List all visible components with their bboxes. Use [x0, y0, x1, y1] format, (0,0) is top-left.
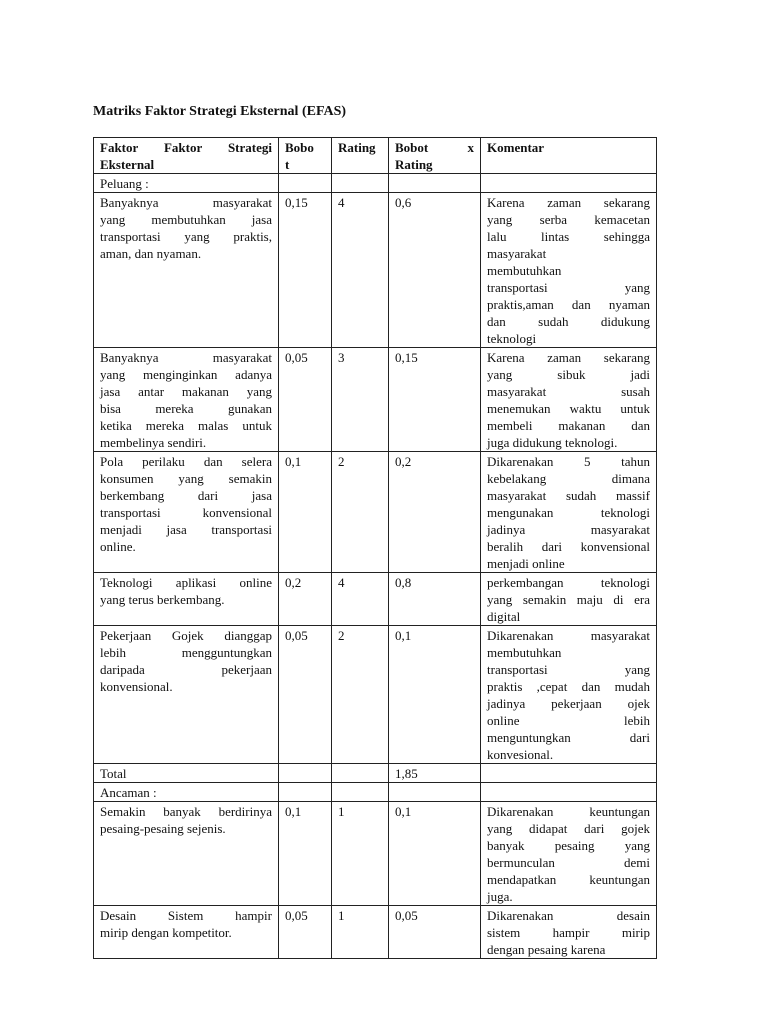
bobot-x-rating-cell: 0,15 [389, 348, 481, 452]
faktor-cell-line: membelinya sendiri. [100, 435, 207, 450]
komentar-cell [481, 906, 657, 959]
faktor-cell-line: Desain Sistem hampir [100, 908, 272, 923]
faktor-cell-line: Pola perilaku dan selera [100, 454, 272, 469]
komentar-cell-line: kebelakang dimana [487, 471, 650, 486]
header-faktor [94, 138, 279, 174]
bobot-cell: 0,05 [279, 906, 332, 959]
komentar-cell-line: membutuhkan [487, 645, 562, 660]
faktor-cell-line: Teknologi aplikasi online [100, 575, 272, 590]
table-cell [389, 174, 481, 193]
table-row [94, 802, 657, 906]
table-cell [332, 764, 389, 783]
table-cell [481, 174, 657, 193]
komentar-cell-line: konvesional. [487, 747, 554, 762]
faktor-cell [94, 193, 279, 348]
faktor-cell-line: online. [100, 539, 136, 554]
komentar-cell [481, 802, 657, 906]
rating-cell: 4 [332, 193, 389, 348]
faktor-cell-line: menjadi jasa transportasi [100, 522, 272, 537]
table-cell [279, 764, 332, 783]
faktor-cell-line: berkembang dari jasa [100, 488, 272, 503]
bobot-x-rating-cell: 0,8 [389, 573, 481, 626]
header-komentar: Komentar [481, 138, 657, 174]
faktor-cell [94, 906, 279, 959]
section-label-peluang: Peluang : [94, 174, 279, 193]
komentar-cell-line: perkembangan teknologi [487, 575, 650, 590]
komentar-cell-line: beralih dari konvensional [487, 539, 650, 554]
faktor-cell-line: lebih mengguntungkan [100, 645, 272, 660]
komentar-cell-line: membutuhkan [487, 263, 562, 278]
header-bobot-x-rating-line: Bobot x [395, 140, 474, 155]
faktor-cell-line: konvensional. [100, 679, 173, 694]
faktor-cell [94, 626, 279, 764]
komentar-cell-line: Dikarenakan keuntungan [487, 804, 650, 819]
faktor-cell [94, 348, 279, 452]
komentar-cell-line: teknologi [487, 331, 537, 346]
table-cell [481, 783, 657, 802]
table-cell [389, 783, 481, 802]
komentar-cell-line: praktis,aman dan nyaman [487, 297, 650, 312]
komentar-cell-line: Karena zaman sekarang [487, 195, 650, 210]
table-row [94, 193, 657, 348]
komentar-cell-line: lalu lintas sehingga [487, 229, 650, 244]
komentar-cell-line: praktis ,cepat dan mudah [487, 679, 650, 694]
komentar-cell [481, 573, 657, 626]
komentar-cell-line: Dikarenakan desain [487, 908, 650, 923]
faktor-cell-line: mirip dengan kompetitor. [100, 925, 232, 940]
bobot-cell: 0,2 [279, 573, 332, 626]
rating-cell: 1 [332, 802, 389, 906]
faktor-cell-line: Banyaknya masyarakat [100, 195, 272, 210]
komentar-cell [481, 348, 657, 452]
komentar-cell-line: masyarakat [487, 246, 547, 261]
komentar-cell-line: mendapatkan keuntungan [487, 872, 650, 887]
table-cell [279, 174, 332, 193]
total-label: Total [94, 764, 279, 783]
faktor-cell-line: transportasi konvensional [100, 505, 272, 520]
bobot-x-rating-cell: 0,1 [389, 802, 481, 906]
komentar-cell-line: dan sudah didukung [487, 314, 650, 329]
total-value: 1,85 [389, 764, 481, 783]
komentar-cell [481, 193, 657, 348]
faktor-cell-line: jasa antar makanan yang [100, 384, 272, 399]
faktor-cell-line: yang terus berkembang. [100, 592, 225, 607]
table-cell [332, 174, 389, 193]
rating-cell: 4 [332, 573, 389, 626]
faktor-cell-line: transportasi yang praktis, [100, 229, 272, 244]
table-row [94, 452, 657, 573]
komentar-cell-line: Karena zaman sekarang [487, 350, 650, 365]
header-bobot-x-rating-line: Rating [395, 157, 433, 172]
faktor-cell-line: yang membutuhkan jasa [100, 212, 272, 227]
komentar-cell-line: masyarakat susah [487, 384, 650, 399]
table-cell [481, 764, 657, 783]
bobot-cell: 0,05 [279, 626, 332, 764]
efas-table-body [94, 174, 657, 959]
komentar-cell-line: mengunakan teknologi [487, 505, 650, 520]
komentar-cell [481, 452, 657, 573]
bobot-x-rating-cell: 0,1 [389, 626, 481, 764]
faktor-cell-line: pesaing-pesaing sejenis. [100, 821, 226, 836]
faktor-cell [94, 802, 279, 906]
table-row [94, 626, 657, 764]
faktor-cell [94, 573, 279, 626]
faktor-cell-line: konsumen yang semakin [100, 471, 272, 486]
komentar-cell-line: yang semakin maju di era [487, 592, 650, 607]
header-rating: Rating [332, 138, 389, 174]
faktor-cell-line: daripada pekerjaan [100, 662, 272, 677]
bobot-x-rating-cell: 0,05 [389, 906, 481, 959]
table-cell [279, 783, 332, 802]
faktor-cell [94, 452, 279, 573]
header-bobot-x-rating [389, 138, 481, 174]
komentar-cell-line: jadinya masyarakat [487, 522, 650, 537]
komentar-cell-line: menjadi online [487, 556, 565, 571]
bobot-cell: 0,15 [279, 193, 332, 348]
komentar-cell [481, 626, 657, 764]
efas-table [93, 137, 657, 959]
komentar-cell-line: menemukan waktu untuk [487, 401, 650, 416]
header-bobot-line: Bobo [285, 140, 314, 155]
faktor-cell-line: aman, dan nyaman. [100, 246, 202, 261]
rating-cell: 3 [332, 348, 389, 452]
faktor-cell-line: Banyaknya masyarakat [100, 350, 272, 365]
table-cell [332, 783, 389, 802]
page-title: Matriks Faktor Strategi Eksternal (EFAS) [93, 104, 347, 119]
faktor-cell-line: Semakin banyak berdirinya [100, 804, 272, 819]
faktor-cell-line: ketika mereka malas untuk [100, 418, 272, 433]
total-row [94, 764, 657, 783]
komentar-cell-line: yang sibuk jadi [487, 367, 650, 382]
komentar-cell-line: online lebih [487, 713, 650, 728]
table-row [94, 348, 657, 452]
bobot-x-rating-cell: 0,6 [389, 193, 481, 348]
section-row-peluang [94, 174, 657, 193]
komentar-cell-line: Dikarenakan 5 tahun [487, 454, 650, 469]
komentar-cell-line: dengan pesaing karena [487, 942, 606, 957]
faktor-cell-line: yang menginginkan adanya [100, 367, 272, 382]
rating-cell: 2 [332, 626, 389, 764]
komentar-cell-line: bermunculan demi [487, 855, 650, 870]
komentar-cell-line: transportasi yang [487, 662, 650, 677]
bobot-cell: 0,1 [279, 802, 332, 906]
komentar-cell-line: membeli makanan dan [487, 418, 650, 433]
table-row [94, 573, 657, 626]
faktor-cell-line: bisa mereka gunakan [100, 401, 272, 416]
komentar-cell-line: juga. [487, 889, 513, 904]
komentar-cell-line: digital [487, 609, 521, 624]
faktor-cell-line: Pekerjaan Gojek dianggap [100, 628, 272, 643]
header-bobot [279, 138, 332, 174]
komentar-cell-line: yang didapat dari gojek [487, 821, 650, 836]
bobot-cell: 0,1 [279, 452, 332, 573]
table-row [94, 906, 657, 959]
rating-cell: 1 [332, 906, 389, 959]
komentar-cell-line: sistem hampir mirip [487, 925, 650, 940]
bobot-cell: 0,05 [279, 348, 332, 452]
komentar-cell-line: menguntungkan dari [487, 730, 650, 745]
rating-cell: 2 [332, 452, 389, 573]
section-label-ancaman: Ancaman : [94, 783, 279, 802]
header-faktor-line: Faktor Faktor Strategi [100, 140, 272, 155]
komentar-cell-line: juga didukung teknologi. [487, 435, 618, 450]
table-header-row [94, 138, 657, 174]
bobot-x-rating-cell: 0,2 [389, 452, 481, 573]
komentar-cell-line: jadinya pekerjaan ojek [487, 696, 650, 711]
komentar-cell-line: transportasi yang [487, 280, 650, 295]
komentar-cell-line: Dikarenakan masyarakat [487, 628, 650, 643]
komentar-cell-line: yang serba kemacetan [487, 212, 650, 227]
komentar-cell-line: masyarakat sudah massif [487, 488, 650, 503]
header-faktor-line: Eksternal [100, 157, 155, 172]
komentar-cell-line: banyak pesaing yang [487, 838, 650, 853]
section-row-ancaman [94, 783, 657, 802]
header-bobot-line: t [285, 157, 290, 172]
